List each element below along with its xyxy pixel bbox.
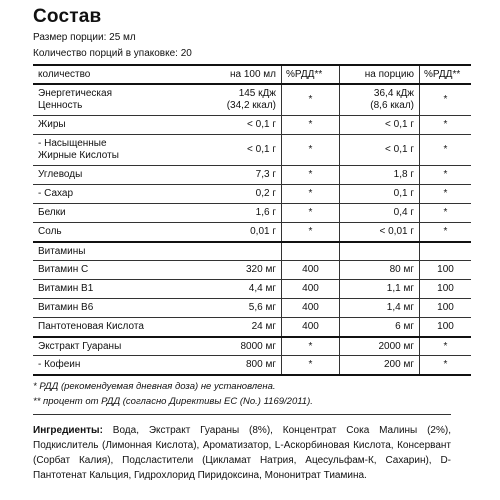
nutrient-name — [33, 166, 168, 185]
nutrient-name-line: Жирные Кислоты — [38, 150, 119, 161]
nutrient-name-line: Соль — [38, 226, 62, 237]
value-per-100ml — [168, 242, 282, 261]
rdd-per-serving: * — [420, 135, 472, 166]
value-per-serving-line: 1,8 г — [393, 169, 414, 180]
value-per-100ml — [168, 356, 282, 376]
rdd-per-serving — [420, 242, 472, 261]
nutrient-name-line: Экстракт Гуараны — [38, 340, 122, 352]
nutrition-panel — [33, 0, 461, 483]
value-per-100ml-line: (34,2 ккал) — [226, 100, 276, 111]
value-per-serving-line: < 0,01 г — [379, 226, 414, 237]
rdd-per-serving: * — [420, 204, 472, 223]
nutrient-name-line: Жиры — [38, 119, 66, 130]
table-header-row — [33, 65, 471, 84]
rdd-per-serving: * — [420, 356, 472, 376]
value-per-serving — [340, 261, 420, 280]
rdd-per-100ml — [282, 242, 340, 261]
rdd-per-100ml: * — [282, 135, 340, 166]
nutrient-name — [33, 280, 168, 299]
value-per-100ml — [168, 223, 282, 243]
table-row — [33, 166, 471, 185]
value-per-100ml-line: 1,6 г — [255, 207, 276, 218]
value-per-100ml — [168, 261, 282, 280]
value-per-serving — [340, 185, 420, 204]
nutrient-name — [33, 356, 168, 376]
rdd-per-100ml: 400 — [282, 299, 340, 318]
value-per-100ml-line: 0,01 г — [250, 226, 276, 237]
value-per-serving-line: 36,4 кДж — [373, 88, 414, 99]
value-per-serving — [340, 84, 420, 116]
rdd-per-100ml: * — [282, 166, 340, 185]
rdd-per-100ml: * — [282, 337, 340, 356]
nutrient-name — [33, 84, 168, 116]
rdd-per-serving: 100 — [420, 299, 472, 318]
rdd-per-serving: * — [420, 166, 472, 185]
value-per-100ml-line: 0,2 г — [255, 188, 276, 199]
rdd-per-100ml: * — [282, 84, 340, 116]
value-per-serving — [340, 116, 420, 135]
footnote-directive: ** процент от РДД (согласно Директивы ЕС (No.) 1169/2011). — [33, 396, 313, 407]
nutrient-name-line: - Сахар — [38, 188, 74, 199]
rdd-per-serving: * — [420, 185, 472, 204]
nutrient-name — [33, 318, 168, 338]
value-per-100ml — [168, 84, 282, 116]
rdd-per-serving: 100 — [420, 261, 472, 280]
nutrient-name-line: Витамин С — [38, 264, 89, 275]
table-row — [33, 318, 471, 338]
ingredients — [33, 423, 451, 483]
nutrient-name — [33, 135, 168, 166]
value-per-100ml — [168, 280, 282, 299]
nutrient-name — [33, 261, 168, 280]
nutrient-name-line: Витамины — [38, 245, 86, 257]
nutrient-name-line: Белки — [38, 207, 66, 218]
nutrient-name-line: Углеводы — [38, 169, 83, 180]
page-title: Состав — [33, 6, 102, 27]
nutrient-name-line: Энергетическая — [38, 88, 112, 99]
table-row — [33, 204, 471, 223]
table-row — [33, 185, 471, 204]
rdd-per-100ml: 400 — [282, 261, 340, 280]
rdd-per-serving: * — [420, 337, 472, 356]
value-per-serving — [340, 299, 420, 318]
value-per-100ml-line: 24 мг — [251, 321, 276, 332]
table-row — [33, 299, 471, 318]
value-per-serving-line: 0,1 г — [393, 188, 414, 199]
serving-size: Размер порции: 25 мл — [33, 32, 136, 43]
value-per-serving — [340, 223, 420, 243]
table-row — [33, 280, 471, 299]
nutrient-name-line: - Насыщенные — [38, 138, 107, 149]
table-row — [33, 242, 471, 261]
value-per-serving-line: 200 мг — [384, 359, 414, 370]
table-row — [33, 84, 471, 116]
footnotes — [33, 380, 451, 408]
value-per-serving — [340, 204, 420, 223]
table-row — [33, 337, 471, 356]
ingredients-label: Ингредиенты: — [33, 425, 103, 436]
table-row — [33, 135, 471, 166]
value-per-100ml-line: 145 кДж — [238, 88, 276, 99]
rdd-per-serving: 100 — [420, 280, 472, 299]
value-per-serving — [340, 337, 420, 356]
rdd-per-serving: 100 — [420, 318, 472, 338]
nutrient-name — [33, 223, 168, 243]
value-per-100ml-line: 4,4 мг — [248, 283, 276, 294]
nutrient-name — [33, 185, 168, 204]
nutrient-name-line: Витамин В6 — [38, 302, 94, 313]
value-per-serving-line: (8,6 ккал) — [370, 100, 414, 111]
rdd-per-100ml: * — [282, 223, 340, 243]
rdd-per-100ml: * — [282, 204, 340, 223]
nutrient-name-line: Пантотеновая Кислота — [38, 321, 144, 332]
rdd-per-100ml: * — [282, 116, 340, 135]
value-per-100ml — [168, 318, 282, 338]
value-per-serving — [340, 318, 420, 338]
value-per-100ml-line: 320 мг — [246, 264, 276, 275]
nutrition-table — [33, 64, 471, 376]
value-per-100ml-line: 800 мг — [246, 359, 276, 370]
rdd-per-100ml: * — [282, 185, 340, 204]
rdd-per-100ml: 400 — [282, 318, 340, 338]
value-per-100ml-line: < 0,1 г — [247, 119, 276, 130]
divider — [33, 414, 451, 415]
value-per-serving-line: 0,4 г — [393, 207, 414, 218]
value-per-serving-line: 2000 мг — [378, 340, 414, 352]
nutrient-name — [33, 242, 168, 261]
value-per-serving — [340, 242, 420, 261]
value-per-serving-line: 1,4 мг — [386, 302, 414, 313]
value-per-100ml-line: 5,6 мг — [248, 302, 276, 313]
header-rdd-serving: %РДД** — [420, 65, 472, 84]
header-per-100ml: на 100 мл — [168, 65, 282, 84]
value-per-100ml-line: 8000 мг — [240, 340, 276, 352]
table-row — [33, 223, 471, 243]
rdd-per-serving: * — [420, 116, 472, 135]
value-per-serving-line: 6 мг — [395, 321, 414, 332]
value-per-100ml — [168, 299, 282, 318]
nutrient-name — [33, 204, 168, 223]
value-per-serving — [340, 135, 420, 166]
serving-info — [33, 31, 451, 61]
nutrient-name-line: - Кофеин — [38, 359, 81, 370]
rdd-per-100ml: 400 — [282, 280, 340, 299]
table-row — [33, 116, 471, 135]
value-per-100ml-line: < 0,1 г — [247, 144, 276, 155]
nutrient-name — [33, 116, 168, 135]
value-per-serving-line: < 0,1 г — [385, 119, 414, 130]
ingredients-text: Вода, Экстракт Гуараны (8%), Концентрат Сока Малины (2%), Подкислитель (Лимонная Кислота), Ароматизатор, L-Аскорбиновая Кислота, Консервант (Сорбат Калия), Подсластители (Цикламат Натрия, Ацесульфам-К, Сахарин), D-Пантотенат Кальция, Гидрохлорид Пиридоксина, Мононитрат Тиамина. — [33, 425, 451, 481]
table-row — [33, 261, 471, 280]
value-per-100ml — [168, 135, 282, 166]
rdd-per-serving: * — [420, 84, 472, 116]
value-per-100ml — [168, 116, 282, 135]
rdd-per-serving: * — [420, 223, 472, 243]
table-row — [33, 356, 471, 376]
header-rdd-100: %РДД** — [282, 65, 340, 84]
value-per-100ml — [168, 337, 282, 356]
footnote-rdd: * РДД (рекомендуемая дневная доза) не установлена. — [33, 381, 276, 392]
value-per-100ml-line: 7,3 г — [255, 169, 276, 180]
value-per-serving-line: 1,1 мг — [386, 283, 414, 294]
header-quantity: количество — [33, 65, 168, 84]
value-per-100ml — [168, 185, 282, 204]
value-per-100ml — [168, 166, 282, 185]
nutrient-name — [33, 337, 168, 356]
rdd-per-100ml: * — [282, 356, 340, 376]
value-per-serving-line: < 0,1 г — [385, 144, 414, 155]
value-per-serving — [340, 356, 420, 376]
nutrient-name-line: Ценность — [38, 100, 83, 111]
value-per-serving-line: 80 мг — [389, 264, 414, 275]
value-per-100ml — [168, 204, 282, 223]
nutrient-name-line: Витамин В1 — [38, 283, 94, 294]
header-per-serving: на порцию — [340, 65, 420, 84]
value-per-serving — [340, 166, 420, 185]
nutrient-name — [33, 299, 168, 318]
value-per-serving — [340, 280, 420, 299]
servings-per-pack: Количество порций в упаковке: 20 — [33, 48, 192, 59]
